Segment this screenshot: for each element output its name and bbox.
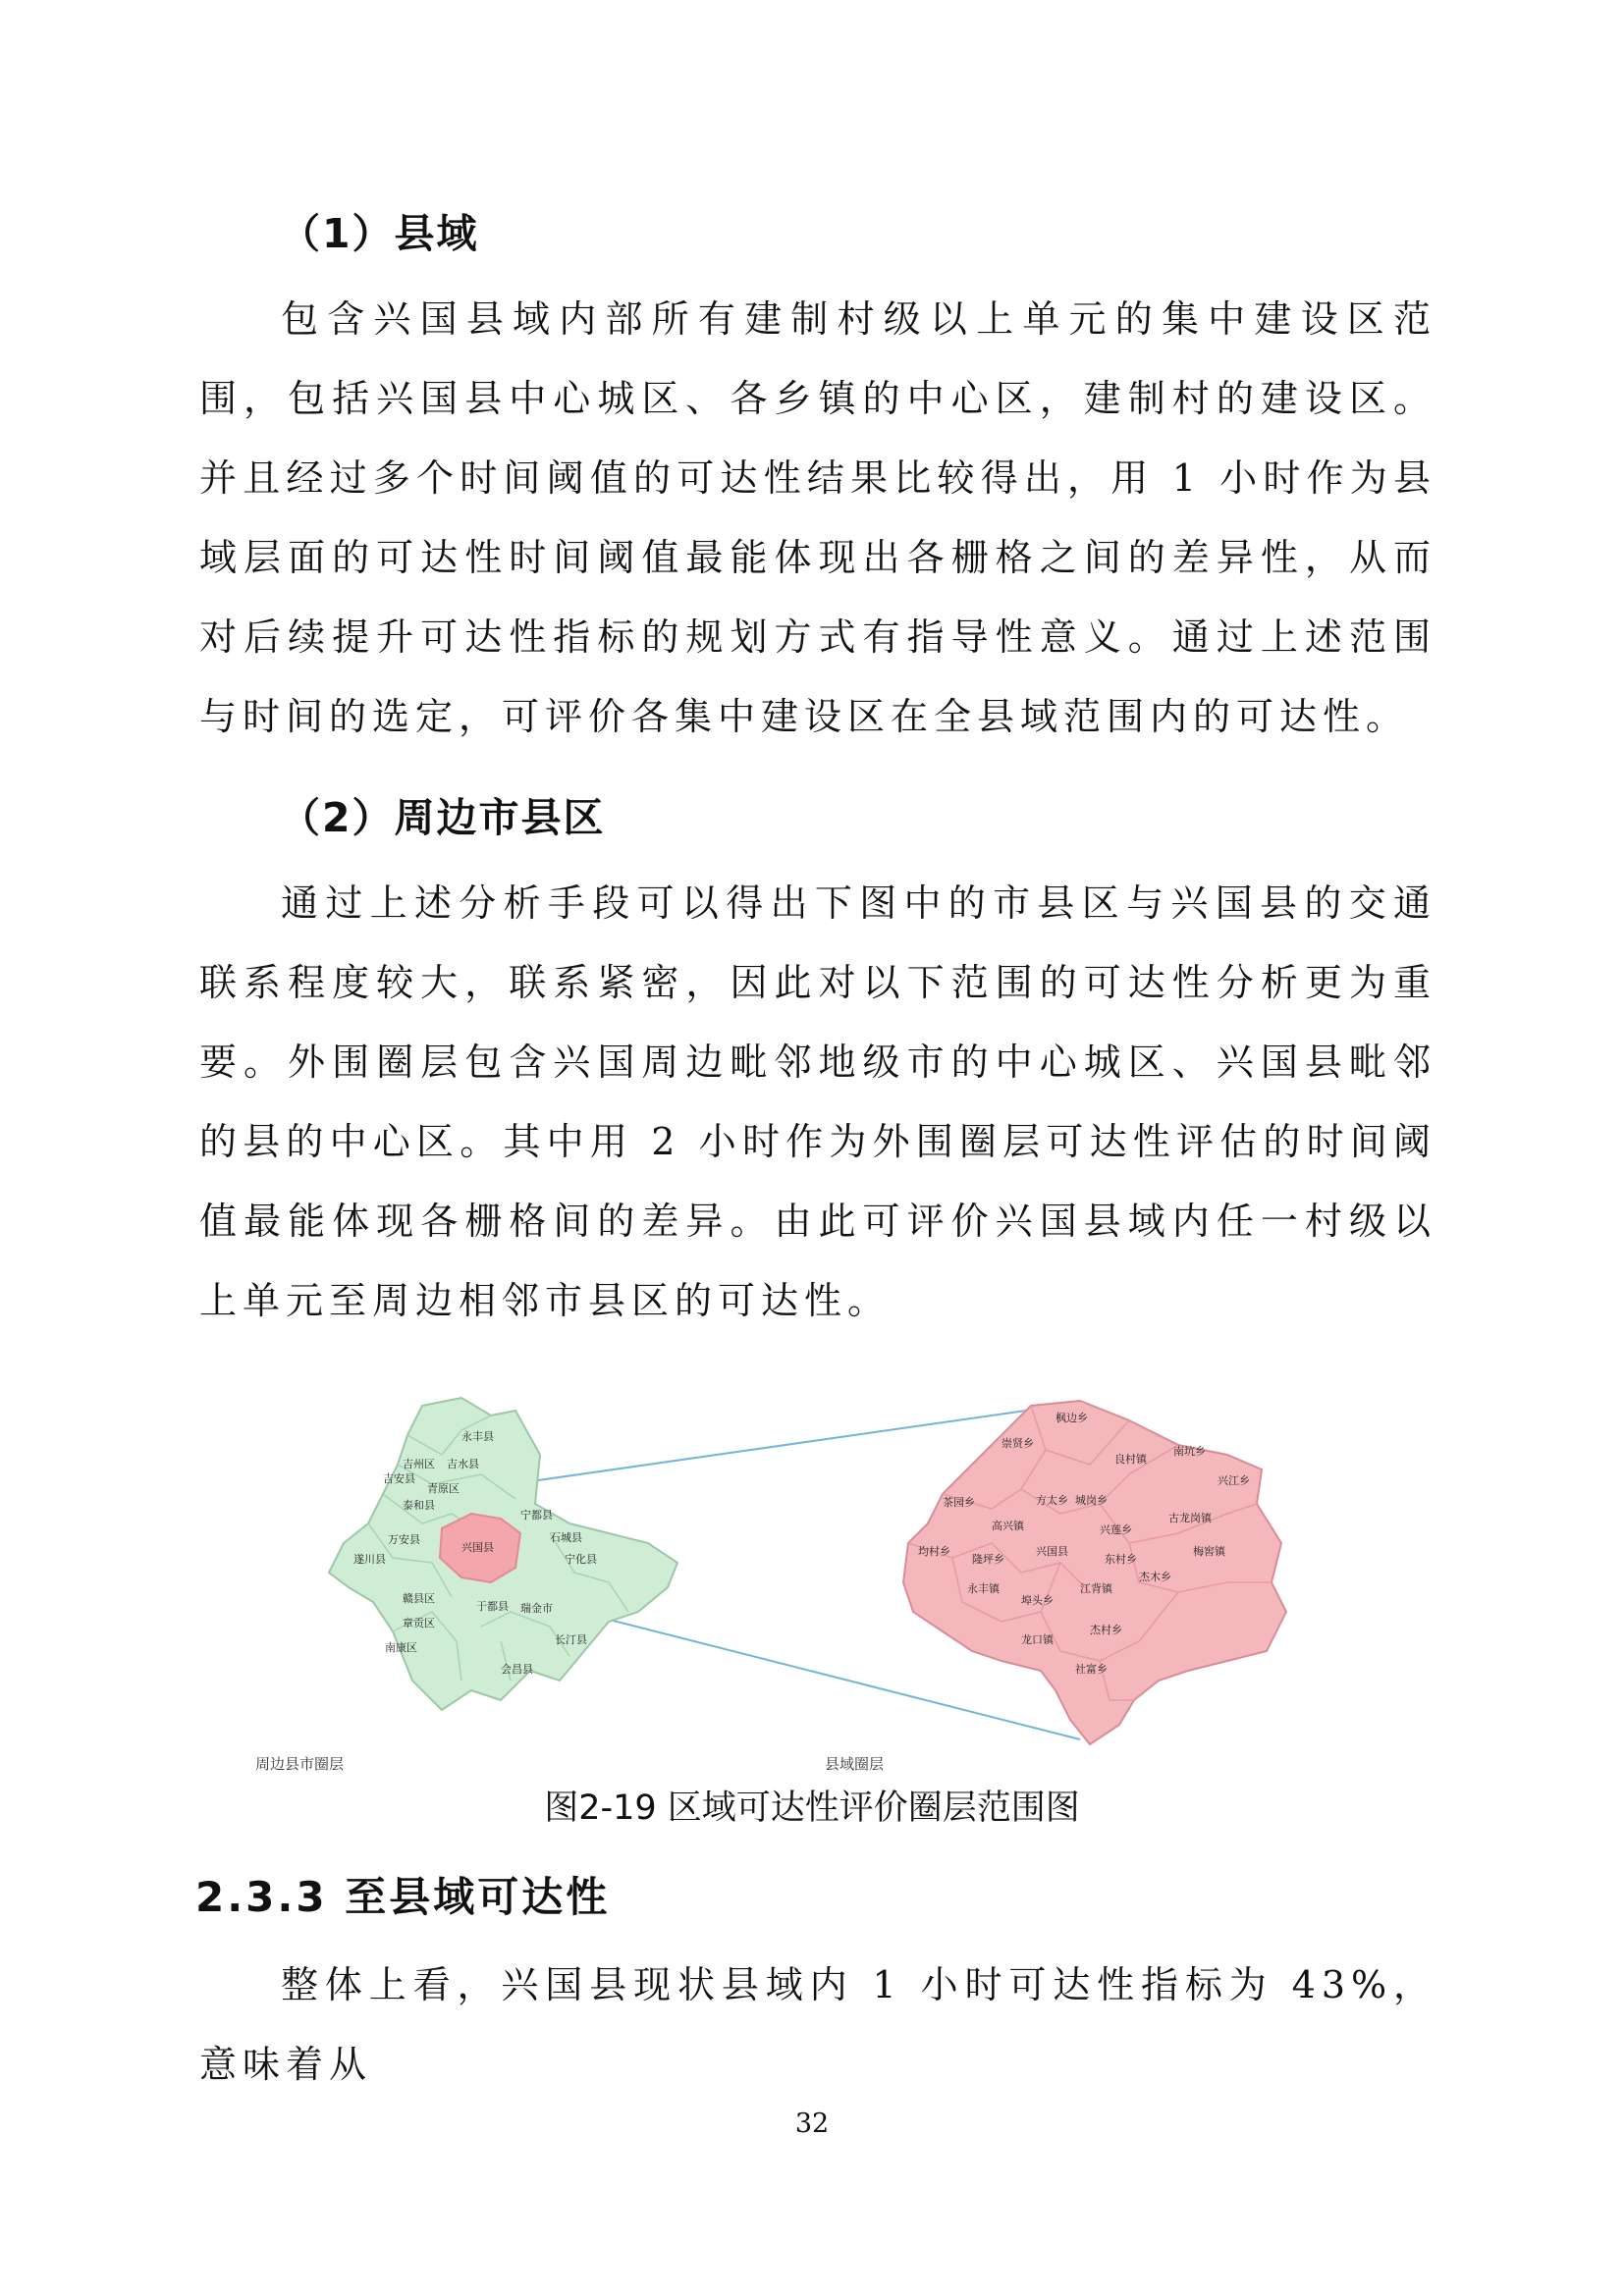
map-label: 赣县区: [403, 1592, 435, 1605]
map-label: 南康区: [385, 1641, 417, 1654]
map-label: 高兴镇: [992, 1520, 1024, 1532]
map-label: 于都县: [476, 1600, 509, 1613]
map-label: 江背镇: [1080, 1582, 1112, 1595]
map-label: 吉水县: [447, 1458, 479, 1470]
figure-svg: [255, 1386, 1355, 1773]
county-domain-map: [903, 1401, 1286, 1744]
map-label: 枫边乡: [1056, 1412, 1088, 1424]
accessibility-range-figure: [255, 1386, 1355, 1773]
page-number: 32: [794, 2109, 830, 2139]
map-label: 南坑乡: [1173, 1445, 1206, 1458]
subheading-county: （1）县域: [280, 210, 479, 257]
map-label: 宁化县: [565, 1553, 597, 1566]
map-label: 城岗乡: [1075, 1494, 1108, 1507]
surrounding-layer-label: 周边县市圈层: [255, 1755, 345, 1773]
map-label: 崇贤乡: [1001, 1437, 1034, 1450]
map-label: 隆坪乡: [972, 1553, 1004, 1566]
map-label: 均村乡: [918, 1545, 950, 1558]
map-label: 埠头乡: [1021, 1594, 1054, 1607]
map-label: 兴国县: [461, 1541, 494, 1554]
map-label: 杰村乡: [1090, 1624, 1122, 1636]
map-label: 良村镇: [1114, 1453, 1147, 1466]
section-heading: 2.3.3 至县域可达性: [195, 1873, 611, 1921]
map-label: 永丰镇: [967, 1582, 1000, 1595]
figure-caption: 图2-19 区域可达性评价圈层范围图: [544, 1789, 1080, 1828]
map-label: 石城县: [550, 1531, 582, 1544]
subheading-surrounding: （2）周边市县区: [280, 794, 606, 841]
map-label: 吉安县: [383, 1472, 415, 1485]
map-label: 兴江乡: [1218, 1474, 1250, 1487]
map-label: 长汀县: [555, 1633, 587, 1646]
map-label: 杰木乡: [1139, 1571, 1171, 1583]
map-label: 社富乡: [1075, 1663, 1108, 1676]
map-label: 梅窖镇: [1193, 1545, 1225, 1558]
map-label: 万安县: [388, 1533, 420, 1546]
map-label: 兴莲乡: [1100, 1523, 1132, 1536]
paragraph-summary: 整体上看，兴国县现状县域内 1 小时可达性指标为 43%，意味着从: [199, 1963, 1436, 2086]
map-label: 茶园乡: [943, 1496, 975, 1509]
map-label: 龙口镇: [1021, 1633, 1054, 1646]
map-label: 青原区: [427, 1482, 460, 1495]
map-label: 章贡区: [403, 1617, 435, 1629]
map-label: 永丰县: [461, 1430, 494, 1443]
map-label: 瑞金市: [520, 1602, 553, 1615]
map-label: 会昌县: [501, 1663, 533, 1676]
map-label: 泰和县: [403, 1499, 435, 1512]
paragraph-county: 包含兴国县域内部所有建制村级以上单元的集中建设区范围，包括兴国县中心城区、各乡镇的中心区，建制村的建设区。并且经过多个时间阈值的可达性结果比较得出，用 1 小时作为县域层面的可达性时间阈值最能体现出各栅格之间的差异性，从而对后续提升可达性指标的规划方式有指导性意义。通过上述范围与时间的选定，可评价各集中建设区在全县域范围内的可达性。: [199, 297, 1436, 738]
paragraph-surrounding: 通过上述分析手段可以得出下图中的市县区与兴国县的交通联系程度较大，联系紧密，因此对以下范围的可达性分析更为重要。外围圈层包含兴国周边毗邻地级市的中心城区、兴国县毗邻的县的中心区。其中用 2 小时作为外围圈层可达性评估的时间阈值最能体现各栅格间的差异。由此可评价兴国县域内任一村级以上单元至周边相邻市县区的可达性。: [199, 881, 1436, 1322]
map-label: 兴国县: [1036, 1545, 1068, 1558]
map-label: 遂川县: [353, 1553, 386, 1566]
map-label: 宁都县: [520, 1509, 553, 1522]
map-label: 吉州区: [403, 1458, 435, 1470]
map-label: 方太乡: [1036, 1494, 1068, 1507]
county-layer-label: 县域圈层: [825, 1755, 885, 1773]
map-label: 古龙岗镇: [1168, 1512, 1212, 1524]
map-label: 东村乡: [1105, 1553, 1137, 1566]
